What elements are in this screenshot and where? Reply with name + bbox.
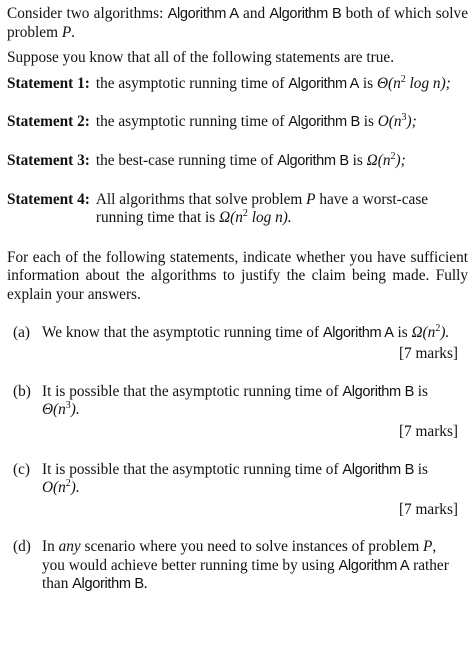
marks-label: [7 marks] <box>398 500 458 518</box>
instructions-paragraph: For each of the following statements, indicate whether you have sufficient information about the algorithms to justify the claim being made. Fully explain your answers. <box>7 248 468 303</box>
bound-text: Ω(n <box>411 323 436 341</box>
statement-4 <box>7 191 468 228</box>
statement-fragment: is <box>359 113 378 131</box>
statement-label: Statement 2: <box>7 113 90 131</box>
intro-text: both of which solve problem <box>7 5 468 41</box>
part-fragment: is <box>393 323 412 341</box>
part-fragment: rather than <box>42 556 449 593</box>
bound-text: Θ(n <box>376 74 401 92</box>
part-letter: (c) <box>13 460 30 478</box>
part-row <box>13 324 468 343</box>
bound-text: ); <box>406 113 417 131</box>
algorithm-name: Algorithm B <box>72 576 144 593</box>
statement-text <box>96 191 468 228</box>
bound-text: ). <box>70 479 80 497</box>
algorithm-b-name: Algorithm B <box>269 6 342 22</box>
part-fragment: We know that the asymptotic running time of <box>42 323 323 341</box>
part-text <box>42 461 468 498</box>
marks-label: [7 marks] <box>398 345 458 363</box>
algorithm-name: Algorithm B <box>277 152 349 169</box>
statement-fragment: the asymptotic running time of <box>95 113 289 131</box>
exponent: 2 <box>65 478 71 490</box>
part-fragment: In <box>42 538 59 556</box>
exponent: 2 <box>390 150 396 162</box>
statement-text <box>96 75 468 94</box>
statement-text <box>96 113 468 132</box>
algorithm-name: Algorithm B <box>288 114 360 131</box>
problem-symbol: P <box>306 190 316 208</box>
part-text <box>42 383 468 420</box>
part-fragment: scenario where you need to solve instances of problem <box>80 538 424 556</box>
bound-text: ); <box>395 151 406 169</box>
algorithm-name: Algorithm A <box>288 75 360 92</box>
algorithm-name: Algorithm A <box>322 324 394 341</box>
part-fragment: It is possible that the asymptotic running time of <box>42 460 343 478</box>
part-fragment: . <box>143 575 148 593</box>
statement-2 <box>7 113 468 132</box>
statement-fragment: have a worst-case running time that is <box>95 190 429 227</box>
intro-text: and <box>238 5 270 22</box>
complexity-bound <box>367 152 406 169</box>
statement-1 <box>7 75 468 94</box>
marks-label: [7 marks] <box>398 422 458 440</box>
problem-symbol: P <box>61 23 72 41</box>
part-c <box>7 461 468 520</box>
problem-symbol: P <box>423 538 433 556</box>
intro-text: Consider two algorithms: <box>7 5 168 22</box>
part-letter: (a) <box>13 323 30 341</box>
statement-fragment: the best-case running time of <box>95 151 278 169</box>
part-fragment: It is possible that the asymptotic running time of <box>42 382 343 400</box>
complexity-bound <box>378 113 417 130</box>
statement-3 <box>7 152 468 171</box>
statement-fragment: the asymptotic running time of <box>95 74 289 92</box>
statement-label: Statement 1: <box>7 74 90 92</box>
exponent: 3 <box>401 112 407 124</box>
exponent: 3 <box>65 400 71 412</box>
exponent: 2 <box>435 322 441 334</box>
bound-text: Ω(n <box>366 151 391 169</box>
bound-text: Θ(n <box>42 401 66 419</box>
statement-fragment: is <box>348 151 367 169</box>
intro-text: . <box>71 23 75 41</box>
emphasis-any: any <box>58 538 81 556</box>
part-letter: (d) <box>13 538 31 556</box>
part-b <box>7 383 468 442</box>
complexity-bound <box>377 75 451 92</box>
part-fragment: is <box>413 460 428 478</box>
statement-fragment: All algorithms that solve problem <box>95 190 307 208</box>
bound-text: ). <box>70 401 80 419</box>
bound-text: O(n <box>42 479 66 497</box>
complexity-bound <box>42 479 80 496</box>
algorithm-name: Algorithm B <box>342 461 414 478</box>
suppose-line: Suppose you know that all of the following statements are true. <box>7 49 395 67</box>
exponent: 2 <box>242 208 248 220</box>
exponent: 2 <box>400 73 406 85</box>
complexity-bound <box>412 324 450 341</box>
bound-text: Ω(n <box>219 209 243 227</box>
algorithm-name: Algorithm A <box>338 557 410 574</box>
statement-label: Statement 4: <box>7 190 90 208</box>
part-row <box>13 461 468 498</box>
part-a <box>7 324 468 364</box>
statement-label: Statement 3: <box>7 151 90 169</box>
bound-text: ). <box>440 323 450 341</box>
bound-text: log n); <box>405 74 451 92</box>
algorithm-a-name: Algorithm A <box>167 6 239 22</box>
intro-paragraph <box>7 5 468 42</box>
part-d <box>7 538 468 594</box>
algorithm-name: Algorithm B <box>342 383 414 400</box>
part-text <box>42 538 468 594</box>
part-letter: (b) <box>13 382 31 400</box>
part-text <box>42 324 468 343</box>
parts-list <box>7 324 468 595</box>
statement-fragment: is <box>359 74 377 92</box>
part-fragment: is <box>413 382 428 400</box>
statement-text <box>96 152 468 171</box>
part-fragment: , you would achieve better running time by using <box>42 538 437 574</box>
complexity-bound <box>42 401 80 418</box>
complexity-bound <box>219 209 292 226</box>
part-row <box>13 538 468 594</box>
part-row <box>13 383 468 420</box>
bound-text: log n). <box>247 209 292 227</box>
bound-text: O(n <box>377 113 402 131</box>
